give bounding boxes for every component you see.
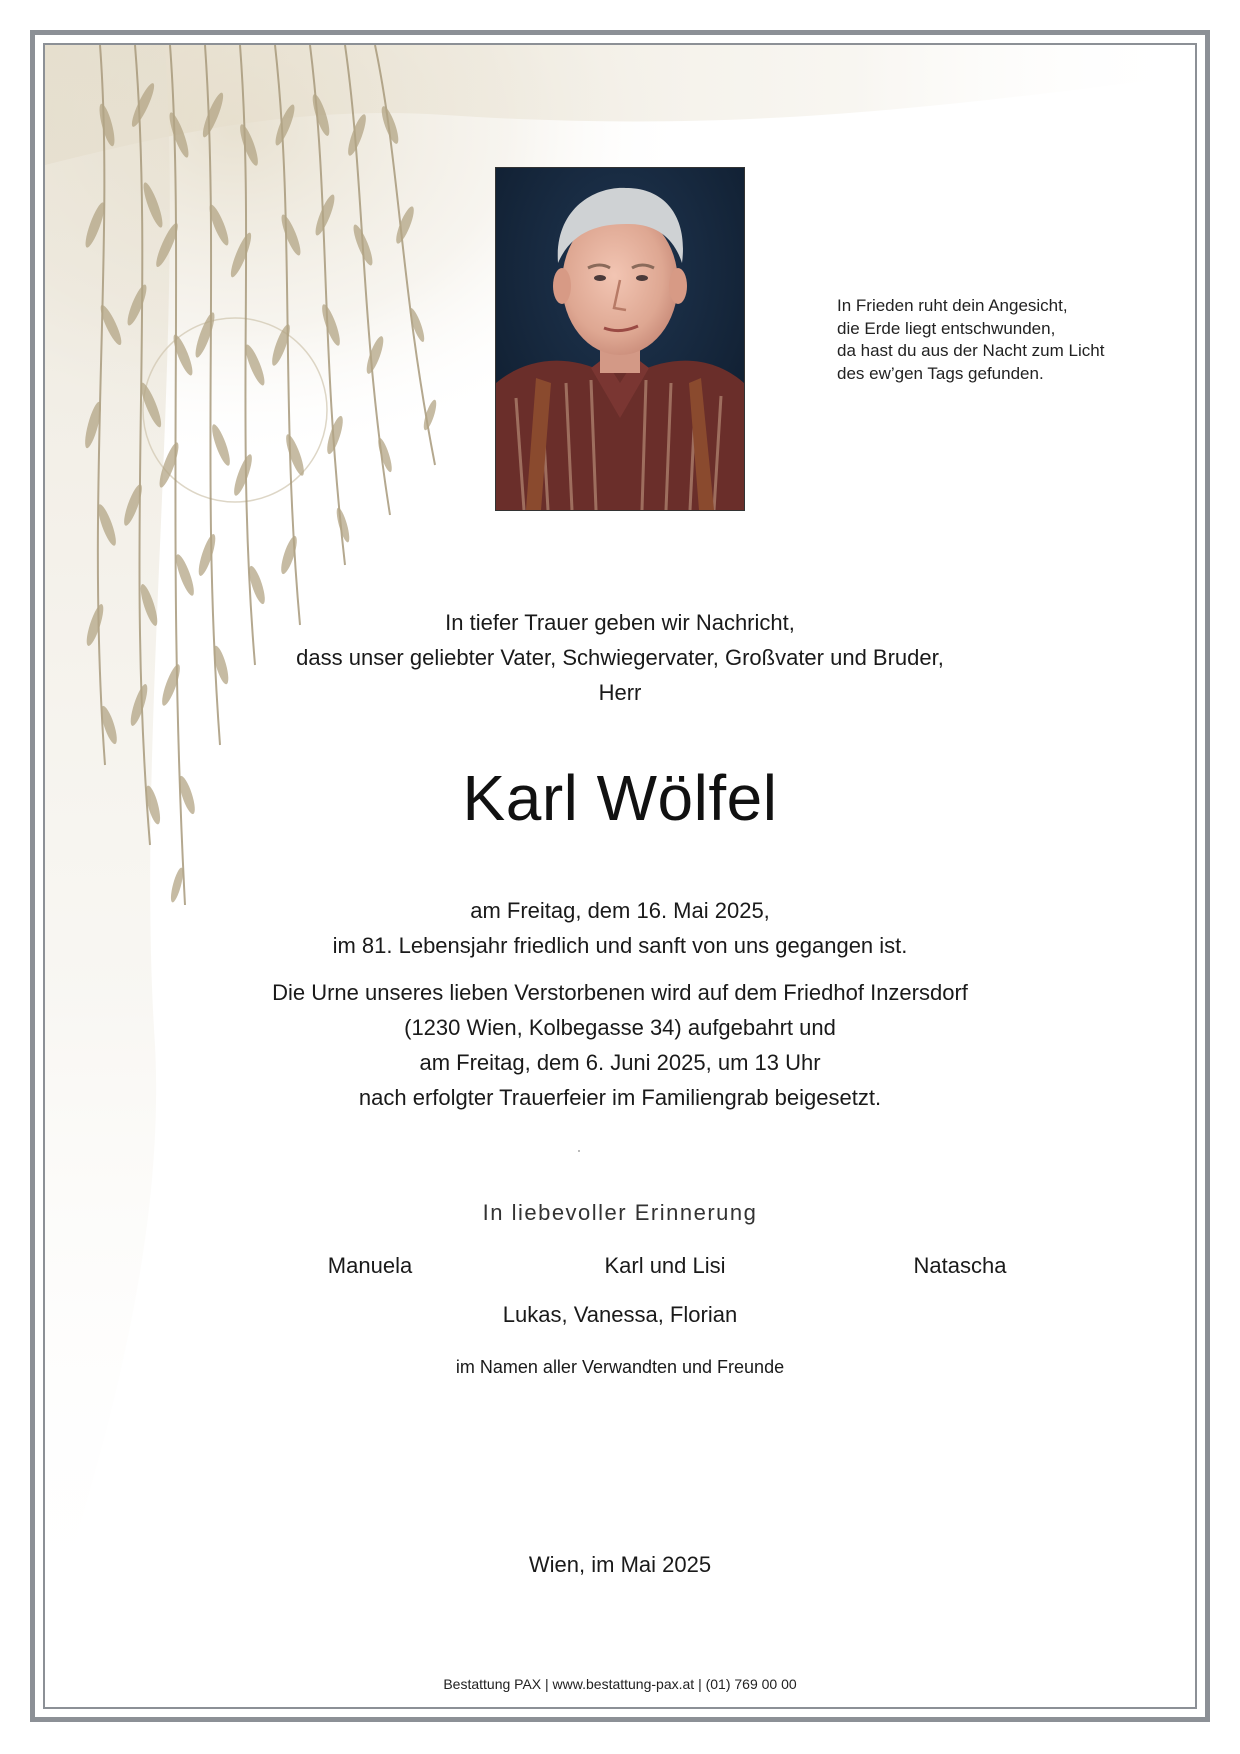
mourner-name: Manuela (327, 1253, 413, 1278)
poem-line: des ew’gen Tags gefunden. (837, 363, 1044, 383)
burial-line: nach erfolgter Trauerfeier im Familiengrab beigesetzt. (358, 1085, 882, 1110)
burial-line: am Freitag, dem 6. Juni 2025, um 13 Uhr (419, 1050, 821, 1075)
funeral-home-footer: Bestattung PAX | www.bestattung-pax.at | (01) 769 00 00 (443, 1676, 797, 1692)
deceased-name: Karl Wölfel (462, 762, 778, 834)
relatives-note: im Namen aller Verwandten und Freunde (455, 1357, 785, 1377)
death-line: im 81. Lebensjahr friedlich und sanft von uns gegangen ist. (332, 933, 908, 958)
intro-line: In tiefer Trauer geben wir Nachricht, (445, 610, 795, 635)
place-and-date: Wien, im Mai 2025 (528, 1552, 712, 1577)
decorative-dot (578, 1150, 580, 1152)
memorial-poem (837, 295, 1157, 385)
poem-line: da hast du aus der Nacht zum Licht (837, 341, 1105, 360)
intro-line: Herr (598, 680, 642, 705)
intro-line: dass unser geliebter Vater, Schwiegervater, Großvater und Bruder, (296, 645, 944, 670)
burial-details (45, 975, 1195, 1115)
mourner-name: Natascha (913, 1253, 1007, 1278)
mourners-row (45, 1253, 1195, 1283)
memory-heading: In liebevoller Erinnerung (482, 1200, 758, 1225)
grandchildren-names: Lukas, Vanessa, Florian (502, 1302, 738, 1327)
mourner-name: Karl und Lisi (604, 1253, 726, 1278)
burial-line: (1230 Wien, Kolbegasse 34) aufgebahrt und (404, 1015, 836, 1040)
deceased-portrait-photo (495, 167, 745, 511)
death-notice (45, 893, 1195, 963)
poem-line: die Erde liegt entschwunden, (837, 318, 1056, 338)
death-line: am Freitag, dem 16. Mai 2025, (470, 898, 770, 923)
burial-line: Die Urne unseres lieben Verstorbenen wird auf dem Friedhof Inzersdorf (272, 980, 968, 1005)
poem-line: In Frieden ruht dein Angesicht, (837, 296, 1068, 315)
announcement-intro (45, 605, 1195, 710)
